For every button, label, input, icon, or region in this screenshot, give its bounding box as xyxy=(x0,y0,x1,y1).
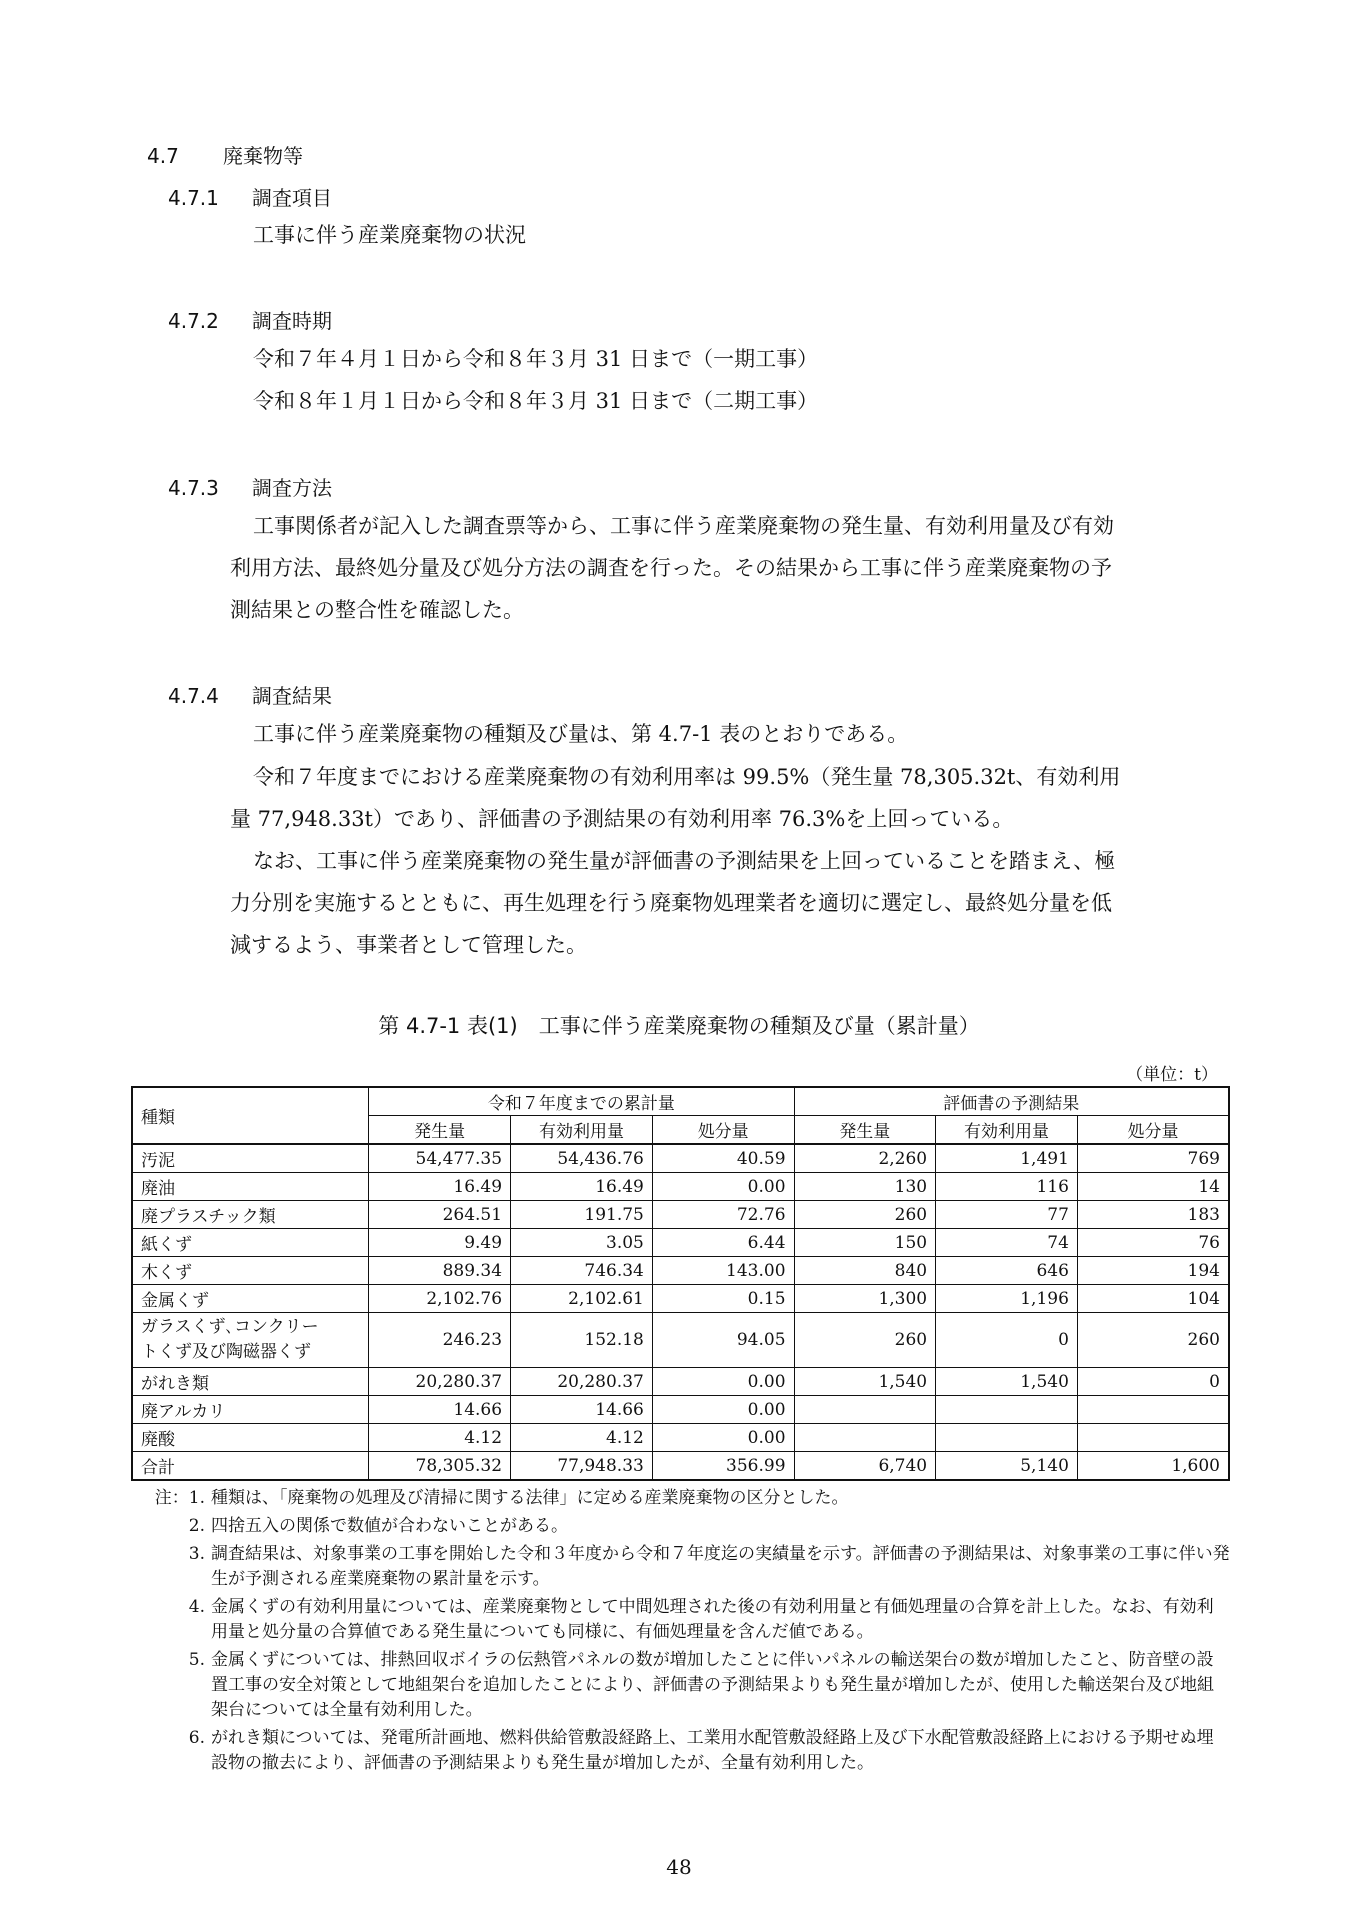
cell: 769 xyxy=(1077,1144,1229,1173)
waste-table xyxy=(131,1086,1230,1481)
paragraph-line: 力分別を実施するとともに、再生処理を行う廃棄物処理業者を適切に選定し、最終処分量を低 xyxy=(230,891,1112,915)
cell: 191.75 xyxy=(511,1201,653,1229)
paragraph-line: 量 77,948.33t）であり、評価書の予測結果の有効利用率 76.3%を上回っている。 xyxy=(230,807,1014,831)
note-text: 種類は、「廃棄物の処理及び清掃に関する法律」に定める産業廃棄物の区分とした。 xyxy=(211,1488,849,1508)
cell: 4.12 xyxy=(369,1424,511,1452)
note-label: 4. xyxy=(188,1597,205,1617)
cell: 0.00 xyxy=(652,1396,794,1424)
cell: 0.00 xyxy=(652,1173,794,1201)
cell xyxy=(1077,1396,1229,1424)
note-item xyxy=(131,1648,1230,1723)
cell: 6.44 xyxy=(652,1229,794,1257)
table-row xyxy=(132,1144,1229,1173)
section-number: 4.7.2 xyxy=(168,309,219,333)
table-row xyxy=(132,1424,1229,1452)
cell: 4.12 xyxy=(511,1424,653,1452)
cell: 152.18 xyxy=(511,1313,653,1368)
note-item xyxy=(131,1726,1230,1776)
note-label: 2. xyxy=(188,1516,205,1536)
cell: 746.34 xyxy=(511,1257,653,1285)
section-heading-4-7 xyxy=(147,140,303,169)
cell xyxy=(936,1424,1078,1452)
cell: 6,740 xyxy=(794,1452,936,1481)
table-row xyxy=(132,1173,1229,1201)
note-label: 注：1. xyxy=(154,1488,205,1508)
cell: 14.66 xyxy=(511,1396,653,1424)
table-notes xyxy=(131,1486,1230,1776)
cell: 2,102.61 xyxy=(511,1285,653,1313)
cell: 1,300 xyxy=(794,1285,936,1313)
note-item xyxy=(131,1514,1230,1539)
cell: 130 xyxy=(794,1173,936,1201)
row-name: 合計 xyxy=(132,1452,369,1481)
cell: 94.05 xyxy=(652,1313,794,1368)
cell: 5,140 xyxy=(936,1452,1078,1481)
cell: 260 xyxy=(794,1313,936,1368)
row-name: 金属くず xyxy=(132,1285,369,1313)
cell xyxy=(794,1424,936,1452)
paragraph-line: 工事関係者が記入した調査票等から、工事に伴う産業廃棄物の発生量、有効利用量及び有効 xyxy=(253,514,1114,538)
cell: 54,436.76 xyxy=(511,1144,653,1173)
section-number: 4.7.3 xyxy=(168,476,219,500)
note-text: 四捨五入の関係で数値が合わないことがある。 xyxy=(211,1516,568,1536)
cell: 1,600 xyxy=(1077,1452,1229,1481)
paragraph: 工事に伴う産業廃棄物の状況 xyxy=(253,223,526,247)
table-caption: 第 4.7-1 表(1) 工事に伴う産業廃棄物の種類及び量（累計量） xyxy=(378,1014,980,1038)
page-number: 48 xyxy=(666,1855,692,1879)
table-row xyxy=(132,1313,1229,1368)
table-row xyxy=(132,1396,1229,1424)
section-heading-4-7-2 xyxy=(168,305,332,334)
cell: 9.49 xyxy=(369,1229,511,1257)
table-row-total xyxy=(132,1452,1229,1481)
cell: 646 xyxy=(936,1257,1078,1285)
table-row xyxy=(132,1201,1229,1229)
row-name: 廃アルカリ xyxy=(132,1396,369,1424)
header-kind: 種類 xyxy=(132,1087,369,1144)
section-title: 調査結果 xyxy=(252,684,332,708)
cell: 14 xyxy=(1077,1173,1229,1201)
cell: 78,305.32 xyxy=(369,1452,511,1481)
section-heading-4-7-4 xyxy=(168,680,332,709)
row-name: 木くず xyxy=(132,1257,369,1285)
note-label: 5. xyxy=(188,1650,205,1670)
header-col: 有効利用量 xyxy=(936,1116,1078,1145)
cell: 3.05 xyxy=(511,1229,653,1257)
header-col: 有効利用量 xyxy=(511,1116,653,1145)
note-label: 3. xyxy=(188,1544,205,1564)
paragraph-line: 令和７年度までにおける産業廃棄物の有効利用率は 99.5%（発生量 78,305.32t、有効利用 xyxy=(253,765,1121,789)
header-col: 処分量 xyxy=(1077,1116,1229,1145)
table-row xyxy=(132,1257,1229,1285)
cell xyxy=(936,1396,1078,1424)
cell: 264.51 xyxy=(369,1201,511,1229)
section-heading-4-7-1 xyxy=(168,182,332,211)
table-row xyxy=(132,1285,1229,1313)
note-item xyxy=(131,1486,1230,1511)
paragraph-line: 測結果との整合性を確認した。 xyxy=(230,598,524,622)
paragraph-line: なお、工事に伴う産業廃棄物の発生量が評価書の予測結果を上回っていることを踏まえ、極 xyxy=(253,849,1116,873)
section-title: 調査方法 xyxy=(252,476,332,500)
paragraph-line: 令和７年４月１日から令和８年３月 31 日まで（一期工事） xyxy=(253,347,819,371)
row-name: 廃プラスチック類 xyxy=(132,1201,369,1229)
section-title: 調査時期 xyxy=(252,309,332,333)
cell: 143.00 xyxy=(652,1257,794,1285)
table-row xyxy=(132,1229,1229,1257)
cell: 2,260 xyxy=(794,1144,936,1173)
cell: 76 xyxy=(1077,1229,1229,1257)
note-text: 金属くずの有効利用量については、産業廃棄物として中間処理された後の有効利用量と有価処理量の合算を計上した。なお、有効利用量と処分量の合算値である発生量についても同様に、有価処理量を含んだ値である。 xyxy=(211,1597,1214,1642)
section-number: 4.7.1 xyxy=(168,186,219,210)
cell: 77 xyxy=(936,1201,1078,1229)
cell: 260 xyxy=(1077,1313,1229,1368)
section-title: 調査項目 xyxy=(252,186,332,210)
header-group-actual: 令和７年度までの累計量 xyxy=(369,1087,794,1116)
cell: 2,102.76 xyxy=(369,1285,511,1313)
row-name: がれき類 xyxy=(132,1368,369,1396)
header-col: 発生量 xyxy=(794,1116,936,1145)
note-item xyxy=(131,1595,1230,1645)
row-name-line: ガラスくず､コンクリー xyxy=(141,1317,319,1337)
table-row xyxy=(132,1368,1229,1396)
cell: 194 xyxy=(1077,1257,1229,1285)
header-group-forecast: 評価書の予測結果 xyxy=(794,1087,1229,1116)
cell: 20,280.37 xyxy=(511,1368,653,1396)
cell: 0 xyxy=(1077,1368,1229,1396)
note-text: 調査結果は、対象事業の工事を開始した令和３年度から令和７年度迄の実績量を示す。評価書の予測結果は、対象事業の工事に伴い発生が予測される産業廃棄物の累計量を示す。 xyxy=(211,1544,1230,1589)
row-name: 汚泥 xyxy=(132,1144,369,1173)
section-number: 4.7.4 xyxy=(168,684,219,708)
cell: 1,540 xyxy=(794,1368,936,1396)
cell: 0 xyxy=(936,1313,1078,1368)
note-label: 6. xyxy=(188,1728,205,1748)
cell: 104 xyxy=(1077,1285,1229,1313)
cell: 20,280.37 xyxy=(369,1368,511,1396)
section-number: 4.7 xyxy=(147,144,179,168)
cell xyxy=(1077,1424,1229,1452)
cell: 0.15 xyxy=(652,1285,794,1313)
note-item xyxy=(131,1542,1230,1592)
cell: 1,540 xyxy=(936,1368,1078,1396)
cell: 74 xyxy=(936,1229,1078,1257)
section-title: 廃棄物等 xyxy=(223,144,303,168)
table-unit: （単位：t） xyxy=(1126,1065,1218,1085)
header-col: 処分量 xyxy=(652,1116,794,1145)
cell: 14.66 xyxy=(369,1396,511,1424)
cell: 0.00 xyxy=(652,1368,794,1396)
paragraph-line: 利用方法、最終処分量及び処分方法の調査を行った。その結果から工事に伴う産業廃棄物の予 xyxy=(230,556,1112,580)
note-text: 金属くずについては、排熱回収ボイラの伝熱管パネルの数が増加したことに伴いパネルの輸送架台の数が増加したこと、防音壁の設置工事の安全対策として地組架台を追加したことにより、評価書の予測結果よりも発生量が増加したが、使用した輸送架台及び地組架台については全量有効利用した。 xyxy=(211,1650,1214,1720)
note-text: がれき類については、発電所計画地、燃料供給管敷設経路上、工業用水配管敷設経路上及び下水配管敷設経路上における予期せぬ埋設物の撤去により、評価書の予測結果よりも発生量が増加したが、全量有効利用した。 xyxy=(211,1728,1214,1773)
cell: 16.49 xyxy=(511,1173,653,1201)
header-col: 発生量 xyxy=(369,1116,511,1145)
paragraph-line: 減するよう、事業者として管理した。 xyxy=(230,933,587,957)
row-name: 紙くず xyxy=(132,1229,369,1257)
cell: 246.23 xyxy=(369,1313,511,1368)
cell: 356.99 xyxy=(652,1452,794,1481)
cell: 889.34 xyxy=(369,1257,511,1285)
cell: 116 xyxy=(936,1173,1078,1201)
paragraph-line: 令和８年１月１日から令和８年３月 31 日まで（二期工事） xyxy=(253,389,819,413)
cell: 16.49 xyxy=(369,1173,511,1201)
paragraph-line: 工事に伴う産業廃棄物の種類及び量は、第 4.7-1 表のとおりである。 xyxy=(253,722,909,746)
cell: 150 xyxy=(794,1229,936,1257)
cell: 1,491 xyxy=(936,1144,1078,1173)
cell: 840 xyxy=(794,1257,936,1285)
cell: 40.59 xyxy=(652,1144,794,1173)
cell: 183 xyxy=(1077,1201,1229,1229)
cell: 1,196 xyxy=(936,1285,1078,1313)
row-name-line: トくず及び陶磁器くず xyxy=(141,1342,311,1362)
row-name: 廃油 xyxy=(132,1173,369,1201)
cell: 54,477.35 xyxy=(369,1144,511,1173)
cell: 260 xyxy=(794,1201,936,1229)
cell: 77,948.33 xyxy=(511,1452,653,1481)
cell: 0.00 xyxy=(652,1424,794,1452)
cell: 72.76 xyxy=(652,1201,794,1229)
row-name: 廃酸 xyxy=(132,1424,369,1452)
cell xyxy=(794,1396,936,1424)
section-heading-4-7-3 xyxy=(168,472,332,501)
row-name xyxy=(132,1313,369,1368)
